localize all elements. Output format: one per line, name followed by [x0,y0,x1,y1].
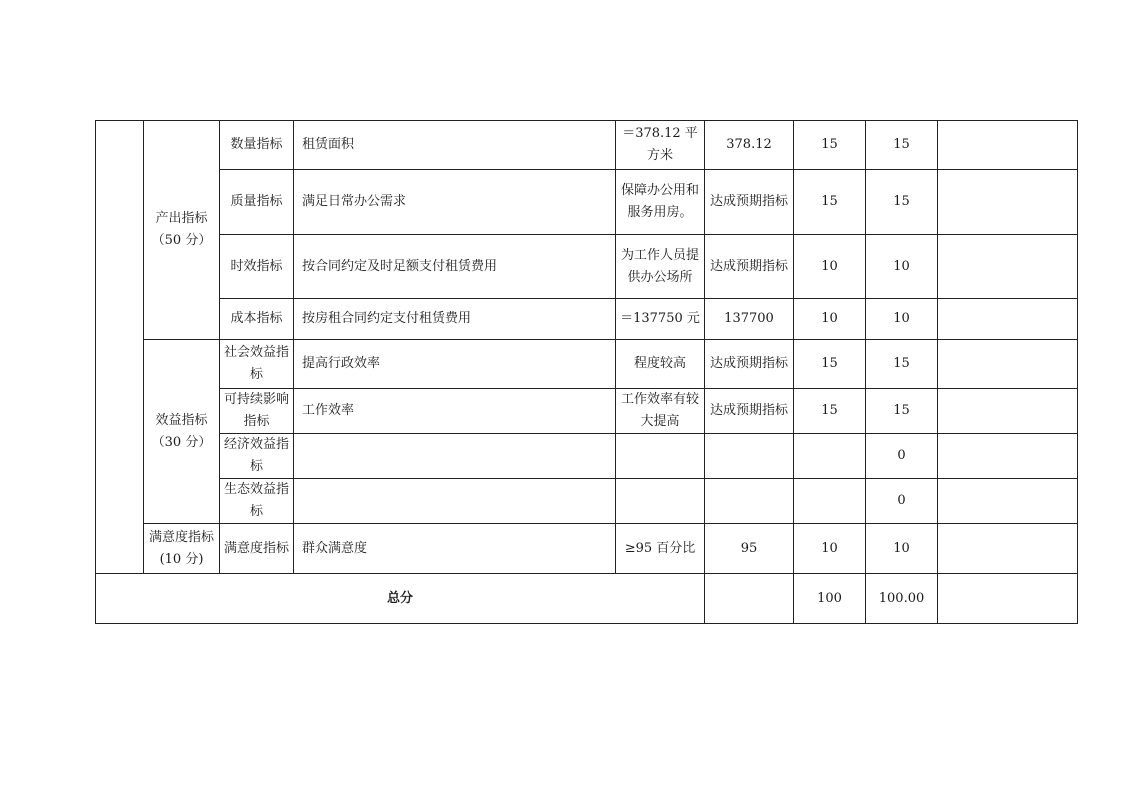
weight-value [794,434,866,479]
weight-value: 10 [794,235,866,299]
indicator-content: 按房租合同约定支付租赁费用 [294,299,616,340]
sub-indicator: 时效指标 [220,235,294,299]
weight-value [794,479,866,524]
table-row [96,235,1078,299]
target-value: 工作效率有较大提高 [616,389,705,434]
target-value: ≥95 百分比 [616,524,705,574]
note-cell [938,340,1078,389]
sub-indicator: 质量指标 [220,170,294,235]
total-weight: 100 [794,574,866,624]
actual-value: 达成预期指标 [705,170,794,235]
note-cell [938,434,1078,479]
score-value: 15 [866,121,938,170]
score-value: 10 [866,235,938,299]
note-cell [938,299,1078,340]
score-value: 10 [866,524,938,574]
indicator-content: 工作效率 [294,389,616,434]
note-cell [938,524,1078,574]
total-row [96,574,1078,624]
note-cell [938,389,1078,434]
total-label: 总分 [96,574,705,624]
target-value: ＝137750 元 [616,299,705,340]
score-value: 0 [866,479,938,524]
indicator-content: 按合同约定及时足额支付租赁费用 [294,235,616,299]
note-cell [938,121,1078,170]
indicator-content: 群众满意度 [294,524,616,574]
total-note-cell [938,574,1078,624]
target-value: ＝378.12 平方米 [616,121,705,170]
score-value: 0 [866,434,938,479]
indicator-content [294,434,616,479]
sub-indicator: 生态效益指标 [220,479,294,524]
indicator-content: 满足日常办公需求 [294,170,616,235]
target-value [616,479,705,524]
weight-value: 15 [794,170,866,235]
score-value: 15 [866,170,938,235]
weight-value: 15 [794,389,866,434]
total-actual-cell [705,574,794,624]
score-value: 15 [866,340,938,389]
indicator-content [294,479,616,524]
sub-indicator: 社会效益指标 [220,340,294,389]
table-row [96,299,1078,340]
indicator-content: 租赁面积 [294,121,616,170]
performance-indicator-table [95,120,1078,624]
actual-value: 95 [705,524,794,574]
target-value [616,434,705,479]
table-row [96,340,1078,389]
sub-indicator: 数量指标 [220,121,294,170]
total-score: 100.00 [866,574,938,624]
actual-value: 378.12 [705,121,794,170]
actual-value [705,434,794,479]
target-value: 保障办公用和服务用房。 [616,170,705,235]
note-cell [938,235,1078,299]
sub-indicator: 成本指标 [220,299,294,340]
table-row [96,121,1078,170]
target-value: 为工作人员提供办公场所 [616,235,705,299]
indicator-content: 提高行政效率 [294,340,616,389]
actual-value: 达成预期指标 [705,235,794,299]
table-row [96,524,1078,574]
sub-indicator: 经济效益指标 [220,434,294,479]
weight-value: 15 [794,340,866,389]
weight-value: 15 [794,121,866,170]
score-value: 15 [866,389,938,434]
actual-value: 达成预期指标 [705,389,794,434]
first-level-indicator-cell [96,121,144,574]
note-cell [938,170,1078,235]
category-benefit: 效益指标（30 分） [144,340,220,524]
table-row [96,479,1078,524]
weight-value: 10 [794,299,866,340]
table-row [96,170,1078,235]
table-row [96,389,1078,434]
sub-indicator: 可持续影响指标 [220,389,294,434]
actual-value: 137700 [705,299,794,340]
score-value: 10 [866,299,938,340]
category-output: 产出指标（50 分） [144,121,220,340]
target-value: 程度较高 [616,340,705,389]
actual-value [705,479,794,524]
note-cell [938,479,1078,524]
actual-value: 达成预期指标 [705,340,794,389]
sub-indicator: 满意度指标 [220,524,294,574]
table-row [96,434,1078,479]
weight-value: 10 [794,524,866,574]
category-satisfaction: 满意度指标(10 分) [144,524,220,574]
